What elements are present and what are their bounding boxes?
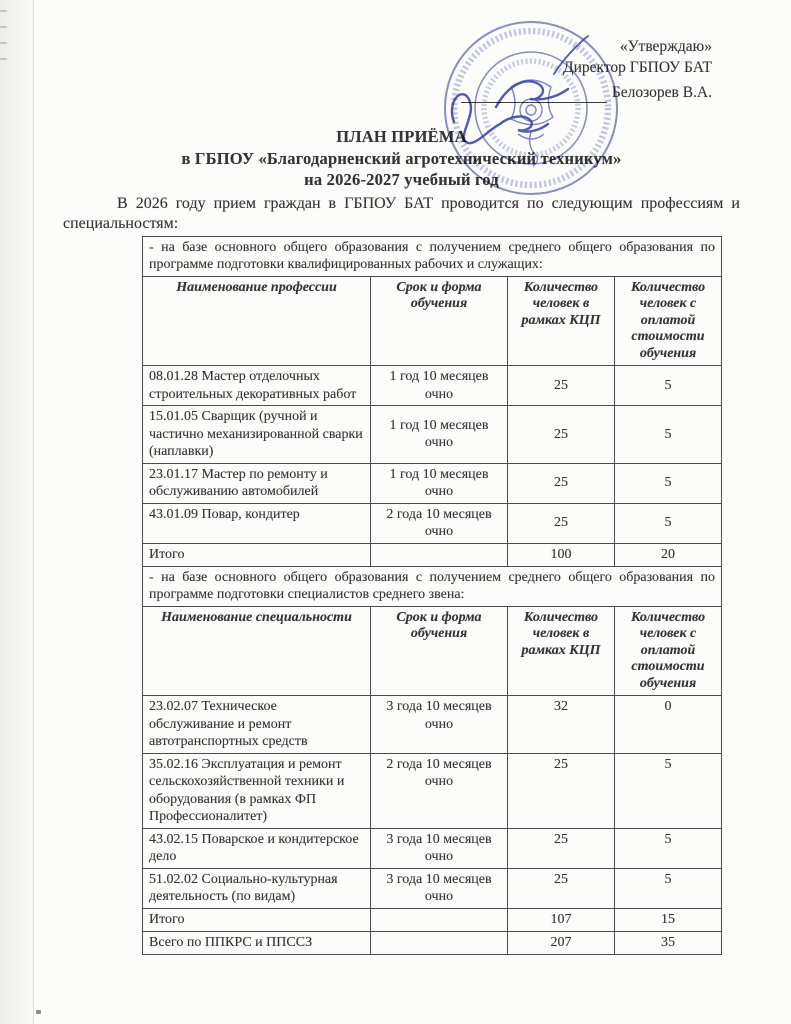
duration-text: 3 года 10 месяцев (386, 871, 492, 887)
table-header-row (143, 276, 722, 366)
form-text: очно (424, 889, 454, 904)
approval-quote: «Утверждаю» (619, 38, 712, 55)
paid-cell: 0 (615, 696, 722, 754)
section-note-ppssz: - на базе основного общего образования с получением среднего общего образования по программе подготовки специалистов среднего звена: (143, 566, 722, 606)
specialty-cell: 43.02.15 Поварское и кондитерское дело (143, 828, 371, 868)
table-row (143, 503, 722, 543)
specialty-cell: 23.02.07 Техническое обслуживание и ремонт автотранспортных средств (143, 696, 371, 754)
col-header-duration: Срок и форма обучения (371, 276, 508, 366)
kcp-cell: 25 (508, 868, 615, 908)
duration-text: 2 года 10 месяцев (386, 506, 492, 522)
kcp-cell: 25 (508, 503, 615, 543)
form-text: очно (424, 386, 454, 402)
kcp-cell: 25 (508, 366, 615, 406)
paid-cell: 5 (615, 828, 722, 868)
document-year: на 2026-2027 учебный год (304, 170, 499, 189)
subtotal-paid: 15 (615, 908, 722, 931)
profession-cell: 23.01.17 Мастер по ремонту и обслуживанию автомобилей (143, 463, 371, 503)
paid-cell: 5 (615, 406, 722, 464)
table-row (143, 366, 722, 406)
duration-text: 1 год 10 месяцев (389, 417, 489, 433)
approval-role: Директор ГБПОУ БАТ (563, 59, 712, 76)
col-header-kcp: Количество человек в рамках КЦП (508, 276, 615, 366)
section-note-ppkrs: - на базе основного общего образования с получением среднего общего образования по программе подготовки квалифицированных рабочих и служащих: (143, 236, 722, 276)
form-text: очно (424, 435, 454, 451)
kcp-cell: 25 (508, 463, 615, 503)
col-header-specialty: Наименование специальности (143, 606, 371, 696)
col-header-duration: Срок и форма обучения (371, 606, 508, 696)
grand-total-label: Всего по ППКРС и ППССЗ (143, 931, 371, 954)
col-header-profession: Наименование профессии (143, 276, 371, 366)
paid-cell: 5 (615, 503, 722, 543)
empty-cell (371, 543, 508, 566)
round-seal-stamp (436, 12, 626, 202)
table-row (143, 868, 722, 908)
profession-cell: 15.01.05 Сварщик (ручной и частично механизированной сварки (наплавки) (143, 406, 371, 464)
handwritten-signature (452, 36, 588, 143)
document-title: ПЛАН ПРИЁМА (336, 127, 467, 146)
empty-cell (371, 931, 508, 954)
specialty-cell: 51.02.02 Социально-культурная деятельность (по видам) (143, 868, 371, 908)
approval-name: Белозорев В.А. (611, 84, 712, 101)
duration-cell (371, 463, 508, 503)
form-text: очно (424, 774, 454, 789)
form-text: очно (424, 524, 454, 539)
kcp-cell: 25 (508, 406, 615, 464)
duration-text: 3 года 10 месяцев (386, 699, 492, 714)
form-text: очно (424, 716, 454, 732)
duration-cell (371, 406, 508, 464)
paid-cell: 5 (615, 753, 722, 828)
paid-cell: 5 (615, 463, 722, 503)
duration-text: 2 года 10 месяцев (386, 756, 492, 772)
table-row (143, 753, 722, 828)
duration-cell (371, 828, 508, 868)
kcp-cell: 25 (508, 828, 615, 868)
duration-text: 1 год 10 месяцев (389, 369, 489, 384)
grand-total-row (143, 931, 722, 954)
scan-speck (36, 1010, 41, 1014)
duration-text: 1 год 10 месяцев (389, 466, 489, 482)
col-header-paid: Количество человек с оплатой стоимости обучения (615, 606, 722, 696)
subtotal-label: Итого (143, 543, 371, 566)
paid-cell: 5 (615, 366, 722, 406)
table-row (143, 828, 722, 868)
table-row (143, 696, 722, 754)
form-text: очно (424, 849, 454, 864)
duration-text: 3 года 10 месяцев (386, 831, 492, 847)
subtotal-kcp: 107 (508, 908, 615, 931)
duration-cell (371, 503, 508, 543)
document-subtitle: в ГБПОУ «Благодарненский агротехнический техникум» (181, 148, 622, 168)
grand-total-kcp: 207 (508, 931, 615, 954)
duration-cell (371, 366, 508, 406)
profession-cell: 43.01.09 Повар, кондитер (143, 503, 371, 543)
col-header-kcp: Количество человек в рамках КЦП (508, 606, 615, 696)
kcp-cell: 32 (508, 696, 615, 754)
grand-total-paid: 35 (615, 931, 722, 954)
col-header-paid: Количество человек с оплатой стоимости обучения (615, 276, 722, 366)
admission-plan-table (142, 236, 722, 955)
kcp-cell: 25 (508, 753, 615, 828)
form-text: очно (424, 484, 454, 499)
duration-cell (371, 753, 508, 828)
paid-cell: 5 (615, 868, 722, 908)
table-row (143, 406, 722, 464)
section-note-row (143, 236, 722, 276)
subtotal-paid: 20 (615, 543, 722, 566)
table-header-row (143, 606, 722, 696)
duration-cell (371, 868, 508, 908)
specialty-cell: 35.02.16 Эксплуатация и ремонт сельскохозяйственной техники и оборудования (в рамках ФП Профессионалитет) (143, 753, 371, 828)
empty-cell (371, 908, 508, 931)
duration-cell (371, 696, 508, 754)
table-row (143, 463, 722, 503)
section-note-row (143, 566, 722, 606)
subtotal-row (143, 908, 722, 931)
subtotal-kcp: 100 (508, 543, 615, 566)
intro-paragraph: В 2026 году прием граждан в ГБПОУ БАТ проводится по следующим профессиям и специальностям: (63, 194, 740, 232)
subtotal-row (143, 543, 722, 566)
subtotal-label: Итого (143, 908, 371, 931)
profession-cell: 08.01.28 Мастер отделочных строительных декоративных работ (143, 366, 371, 406)
